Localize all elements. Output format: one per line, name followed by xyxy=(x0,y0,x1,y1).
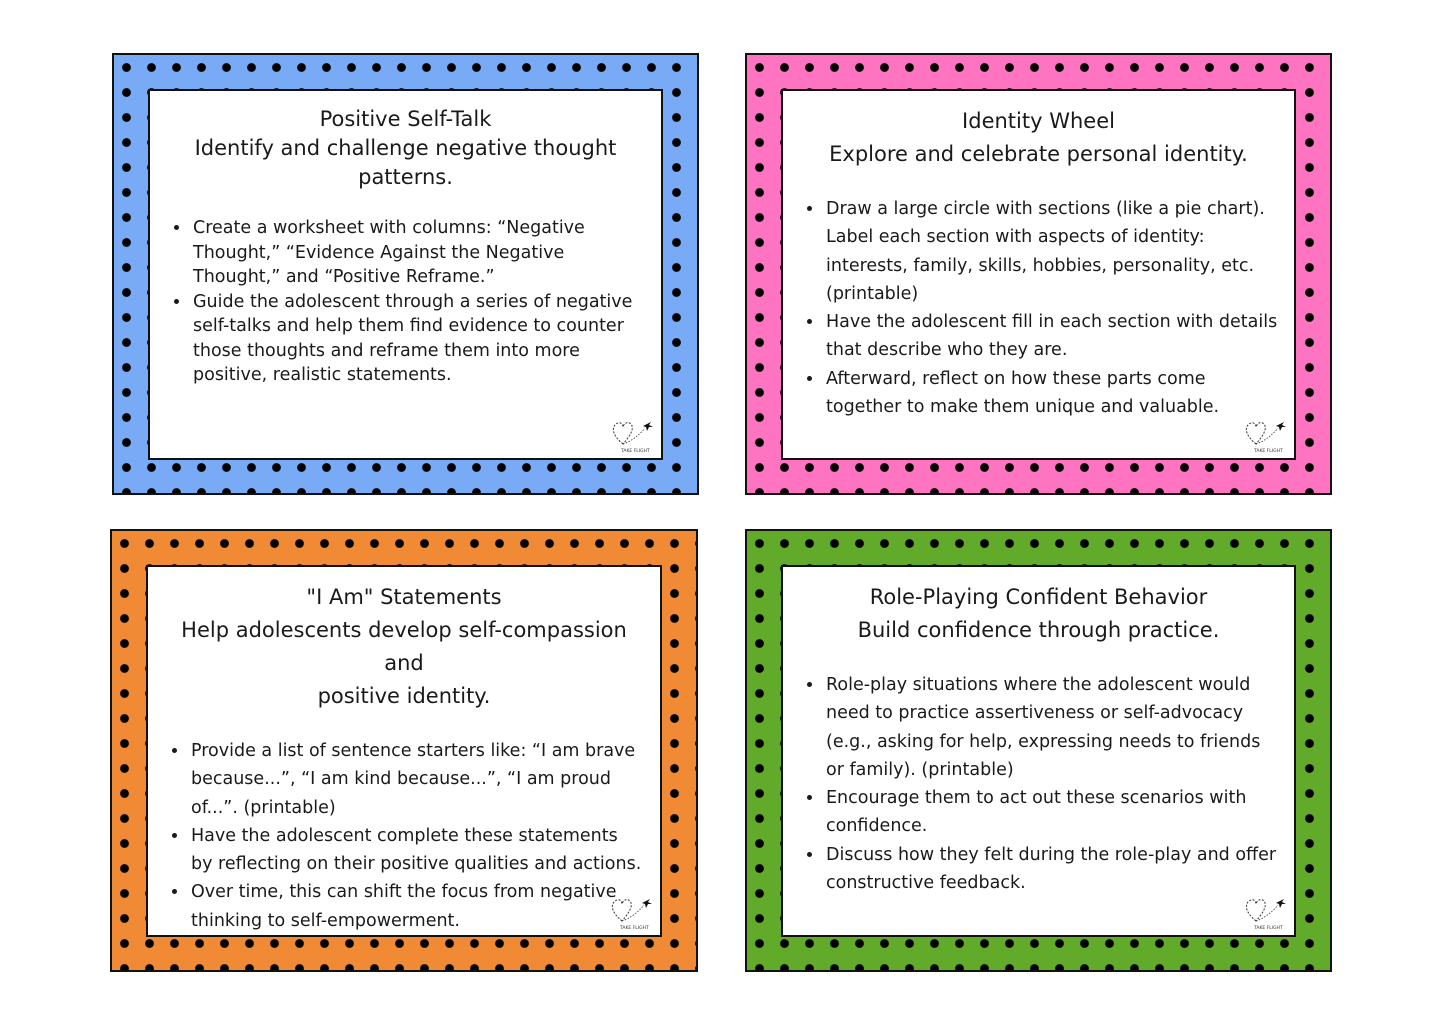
card-content xyxy=(781,565,1296,937)
activity-card-role-playing xyxy=(745,529,1332,972)
card-content xyxy=(781,89,1296,460)
bullet-item: • Guide the adolescent through a series of negative self-talks and help them find evidence to counter those thoughts and reframe them into more positive, realistic statements. xyxy=(191,290,645,388)
card-subtitle-line: Build confidence through practice. xyxy=(857,618,1220,642)
card-subtitle-line: Identify and challenge negative thought xyxy=(194,136,617,160)
heart-airplane-logo-icon xyxy=(1242,891,1288,931)
card-bullet-list xyxy=(164,737,644,935)
svg-text:TAKE FLIGHT: TAKE FLIGHT xyxy=(1254,449,1283,454)
activity-card-identity-wheel xyxy=(745,53,1332,495)
card-heading xyxy=(166,105,645,192)
card-heading xyxy=(164,581,644,713)
card-subtitle-line: patterns. xyxy=(358,165,453,189)
card-content xyxy=(146,565,662,937)
heart-airplane-logo-icon xyxy=(609,414,655,454)
svg-text:TAKE FLIGHT: TAKE FLIGHT xyxy=(620,926,649,931)
activity-card-positive-self-talk xyxy=(112,53,699,495)
card-bullet-list xyxy=(799,671,1278,897)
card-bullet-list xyxy=(166,216,645,388)
card-content xyxy=(148,89,663,460)
svg-text:TAKE FLIGHT: TAKE FLIGHT xyxy=(621,449,650,454)
card-subtitle-line: Help adolescents develop self-compassion and xyxy=(181,618,627,675)
bullet-item: • Discuss how they felt during the role-play and offer constructive feedback. xyxy=(824,841,1278,898)
svg-text:TAKE FLIGHT: TAKE FLIGHT xyxy=(1254,926,1283,931)
bullet-item: • Draw a large circle with sections (like a pie chart). Label each section with aspects of identity: interests, family, skills, hobbies, personality, etc. (printable) xyxy=(824,195,1278,308)
bullet-item: • Have the adolescent fill in each section with details that describe who they are. xyxy=(824,308,1278,365)
card-subtitle-line: Explore and celebrate personal identity. xyxy=(829,142,1248,166)
bullet-item: • Over time, this can shift the focus from negative thinking to self-empowerment. xyxy=(189,878,644,935)
card-bullet-list xyxy=(799,195,1278,421)
bullet-item: • Encourage them to act out these scenarios with confidence. xyxy=(824,784,1278,841)
activity-card-i-am-statements xyxy=(110,529,698,972)
bullet-item: • Afterward, reflect on how these parts come together to make them unique and valuable. xyxy=(824,365,1278,422)
heart-airplane-logo-icon xyxy=(1242,414,1288,454)
bullet-item: • Provide a list of sentence starters like: “I am brave because...”, “I am kind because...”, “I am proud of...”. (printable) xyxy=(189,737,644,822)
card-subtitle-line: positive identity. xyxy=(317,684,491,708)
card-heading xyxy=(799,581,1278,647)
bullet-item: • Role-play situations where the adolescent would need to practice assertiveness or self-advocacy (e.g., asking for help, expressing needs to friends or family). (printable) xyxy=(824,671,1278,784)
heart-airplane-logo-icon xyxy=(608,891,654,931)
card-title: Role-Playing Confident Behavior xyxy=(869,585,1208,609)
card-title: Identity Wheel xyxy=(962,109,1115,133)
bullet-item: • Create a worksheet with columns: “Negative Thought,” “Evidence Against the Negative Thought,” and “Positive Reframe.” xyxy=(191,216,645,290)
card-title: Positive Self-Talk xyxy=(319,107,492,131)
card-heading xyxy=(799,105,1278,171)
card-title: "I Am" Statements xyxy=(306,585,502,609)
bullet-item: • Have the adolescent complete these statements by reflecting on their positive qualities and actions. xyxy=(189,822,644,879)
